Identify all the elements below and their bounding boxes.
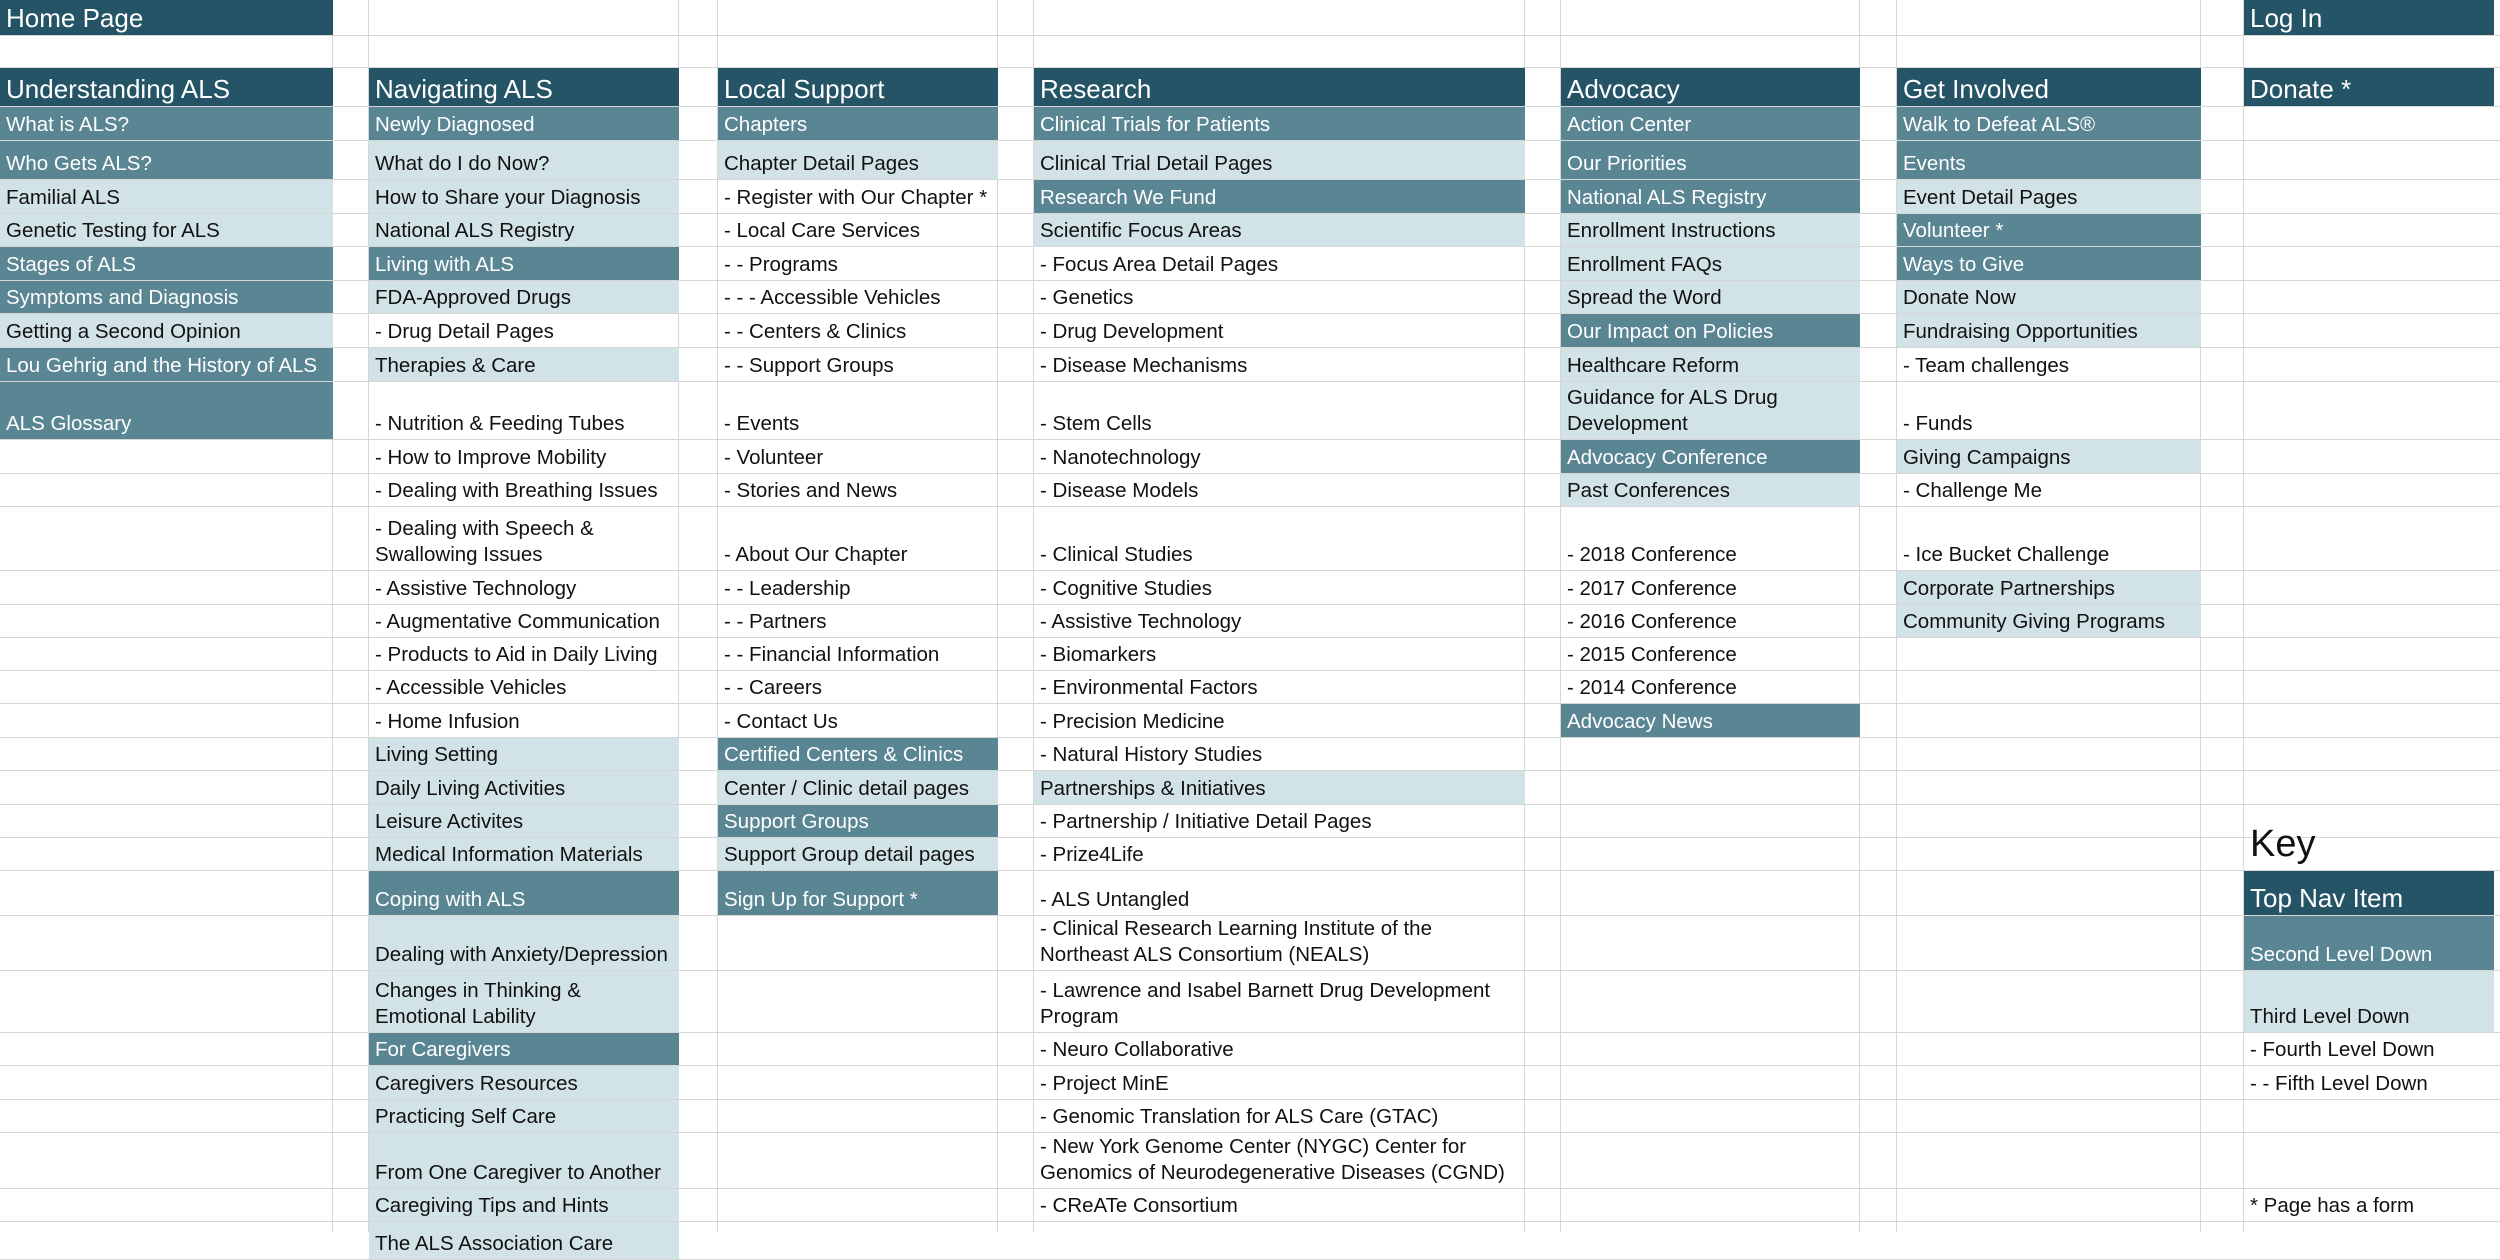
navigating-item-label: - Augmentative Communication: [375, 610, 660, 633]
local-support-item[interactable]: [718, 671, 998, 703]
advocacy-item-label: Our Impact on Policies: [1567, 320, 1774, 343]
navigating-item[interactable]: [369, 107, 679, 140]
understanding-item-label: Understanding ALS: [6, 74, 231, 104]
navigating-item-label: The ALS Association Care: [375, 1232, 614, 1255]
research-item[interactable]: [1034, 474, 1525, 506]
research-item[interactable]: [1034, 281, 1525, 313]
get-involved-item[interactable]: [1897, 214, 2201, 246]
local-support-item[interactable]: [718, 247, 998, 280]
navigating-item-label: What do I do Now?: [375, 152, 550, 175]
local-support-item[interactable]: [718, 704, 998, 737]
log-in-cell-label: Log In: [2250, 3, 2323, 33]
local-support-item[interactable]: [718, 107, 998, 140]
local-support-item[interactable]: [718, 507, 998, 570]
local-support-item[interactable]: [718, 440, 998, 473]
advocacy-item-label: Spread the Word: [1567, 286, 1722, 309]
get-involved-item-label: Ways to Give: [1903, 253, 2025, 276]
local-support-item-label: Sign Up for Support *: [724, 887, 918, 911]
local-support-item-label: - Register with Our Chapter *: [724, 186, 988, 209]
navigating-item-label: Living with ALS: [375, 253, 515, 276]
key-title: Key: [2250, 823, 2316, 865]
get-involved-item[interactable]: [1897, 507, 2201, 570]
navigating-item[interactable]: [369, 281, 679, 313]
research-item[interactable]: [1034, 214, 1525, 246]
navigating-item[interactable]: [369, 1033, 679, 1065]
advocacy-item-label: - 2016 Conference: [1567, 610, 1737, 633]
local-support-item[interactable]: [718, 68, 998, 106]
navigating-item-label: How to Share your Diagnosis: [375, 186, 641, 209]
navigating-item-label: - Products to Aid in Daily Living: [375, 643, 658, 666]
understanding-item[interactable]: [0, 214, 333, 246]
research-item[interactable]: [1034, 440, 1525, 473]
research-item[interactable]: [1034, 771, 1525, 804]
get-involved-item[interactable]: [1897, 571, 2201, 604]
navigating-item[interactable]: [369, 382, 679, 439]
research-item[interactable]: [1034, 141, 1525, 179]
get-involved-item-label: Corporate Partnerships: [1903, 577, 2115, 600]
key-legend-item[interactable]: [2244, 1033, 2494, 1065]
advocacy-item-label: Advocacy: [1567, 74, 1680, 104]
advocacy-item-label: Healthcare Reform: [1567, 354, 1740, 377]
advocacy-item[interactable]: [1561, 671, 1860, 703]
advocacy-item[interactable]: [1561, 247, 1860, 280]
research-item-label: - Project MinE: [1040, 1072, 1169, 1095]
advocacy-item-label: Guidance for ALS Drug Development: [1567, 386, 1778, 435]
research-item-label: - Disease Models: [1040, 479, 1199, 502]
navigating-item[interactable]: [369, 838, 679, 870]
research-item[interactable]: [1034, 180, 1525, 213]
get-involved-item-label: - Team challenges: [1903, 354, 2069, 377]
get-involved-item-label: Giving Campaigns: [1903, 446, 2071, 469]
get-involved-item-label: Fundraising Opportunities: [1903, 320, 2138, 343]
local-support-item-label: - Events: [724, 411, 800, 435]
local-support-item-label: Support Group detail pages: [724, 843, 975, 866]
understanding-item[interactable]: [0, 281, 333, 313]
local-support-item-label: Chapter Detail Pages: [724, 152, 919, 175]
navigating-item-label: - Home Infusion: [375, 710, 520, 733]
research-item-label: - Natural History Studies: [1040, 743, 1263, 766]
research-item[interactable]: [1034, 1033, 1525, 1065]
research-item[interactable]: [1034, 916, 1525, 970]
research-item-label: - Environmental Factors: [1040, 676, 1258, 699]
key-legend-item-label: - Fourth Level Down: [2250, 1038, 2435, 1061]
research-item-label: - Genomic Translation for ALS Care (GTAC): [1040, 1105, 1439, 1128]
local-support-item[interactable]: [718, 605, 998, 637]
research-item[interactable]: [1034, 605, 1525, 637]
local-support-item[interactable]: [718, 214, 998, 246]
advocacy-item[interactable]: [1561, 638, 1860, 670]
navigating-item-label: Daily Living Activities: [375, 777, 566, 800]
navigating-item[interactable]: [369, 605, 679, 637]
understanding-item[interactable]: [0, 348, 333, 381]
local-support-item-label: - Contact Us: [724, 710, 838, 733]
research-item[interactable]: [1034, 805, 1525, 837]
research-item[interactable]: [1034, 507, 1525, 570]
local-support-item-label: Local Support: [724, 74, 885, 104]
research-item[interactable]: [1034, 671, 1525, 703]
form-note: * Page has a form: [2250, 1194, 2415, 1217]
navigating-item[interactable]: [369, 571, 679, 604]
navigating-item[interactable]: [369, 971, 679, 1032]
navigating-item[interactable]: [369, 314, 679, 347]
local-support-item-label: - Volunteer: [724, 446, 824, 469]
navigating-item[interactable]: [369, 1100, 679, 1132]
research-item-label: Research: [1040, 74, 1152, 104]
navigating-item[interactable]: [369, 871, 679, 915]
understanding-item[interactable]: [0, 107, 333, 140]
local-support-item-label: - About Our Chapter: [724, 542, 908, 566]
understanding-item-label: Genetic Testing for ALS: [6, 219, 220, 242]
research-item-label: - Stem Cells: [1040, 411, 1152, 435]
navigating-item-label: Dealing with Anxiety/Depression: [375, 942, 668, 966]
understanding-item[interactable]: [0, 382, 333, 439]
research-item[interactable]: [1034, 247, 1525, 280]
local-support-item[interactable]: [718, 805, 998, 837]
navigating-item[interactable]: [369, 507, 679, 570]
get-involved-item[interactable]: [1897, 440, 2201, 473]
understanding-item[interactable]: [0, 180, 333, 213]
navigating-item[interactable]: [369, 180, 679, 213]
advocacy-item[interactable]: [1561, 314, 1860, 347]
grid-row-line: [0, 35, 2500, 36]
advocacy-item-label: - 2015 Conference: [1567, 643, 1737, 666]
home-page-cell[interactable]: [0, 0, 333, 35]
understanding-item-label: Who Gets ALS?: [6, 152, 152, 175]
local-support-item[interactable]: [718, 382, 998, 439]
advocacy-item[interactable]: [1561, 605, 1860, 637]
get-involved-item[interactable]: [1897, 247, 2201, 280]
navigating-item-label: Newly Diagnosed: [375, 113, 535, 136]
get-involved-item-label: Events: [1903, 152, 1966, 175]
research-item-label: - Neuro Collaborative: [1040, 1038, 1234, 1061]
local-support-item[interactable]: [718, 771, 998, 804]
research-item[interactable]: [1034, 68, 1525, 106]
get-involved-item-label: - Ice Bucket Challenge: [1903, 542, 2110, 566]
donate-cell-label: Donate *: [2250, 74, 2352, 104]
advocacy-item[interactable]: [1561, 440, 1860, 473]
navigating-item-label: - Dealing with Breathing Issues: [375, 479, 658, 502]
navigating-item[interactable]: [369, 771, 679, 804]
advocacy-item[interactable]: [1561, 382, 1860, 439]
get-involved-item-label: Volunteer *: [1903, 219, 2004, 242]
advocacy-item[interactable]: [1561, 68, 1860, 106]
navigating-item[interactable]: [369, 638, 679, 670]
research-item[interactable]: [1034, 1066, 1525, 1099]
advocacy-item-label: Enrollment FAQs: [1567, 253, 1722, 276]
research-item-label: Partnerships & Initiatives: [1040, 777, 1266, 800]
navigating-item-label: Therapies & Care: [375, 354, 536, 377]
advocacy-item[interactable]: [1561, 107, 1860, 140]
research-item-label: - Genetics: [1040, 286, 1134, 309]
navigating-item[interactable]: [369, 1222, 679, 1259]
get-involved-item[interactable]: [1897, 68, 2201, 106]
research-item-label: - CReATe Consortium: [1040, 1194, 1238, 1217]
get-involved-item[interactable]: [1897, 141, 2201, 179]
navigating-item-label: National ALS Registry: [375, 219, 575, 242]
understanding-item[interactable]: [0, 141, 333, 179]
get-involved-item-label: Event Detail Pages: [1903, 186, 2078, 209]
research-item[interactable]: [1034, 1100, 1525, 1132]
advocacy-item[interactable]: [1561, 348, 1860, 381]
research-item[interactable]: [1034, 382, 1525, 439]
donate-cell[interactable]: [2244, 68, 2494, 106]
navigating-item[interactable]: [369, 805, 679, 837]
local-support-item[interactable]: [718, 571, 998, 604]
research-item[interactable]: [1034, 971, 1525, 1032]
advocacy-item[interactable]: [1561, 474, 1860, 506]
get-involved-item[interactable]: [1897, 348, 2201, 381]
advocacy-item-label: - 2018 Conference: [1567, 542, 1737, 566]
get-involved-item-label: Donate Now: [1903, 286, 2016, 309]
local-support-item[interactable]: [718, 141, 998, 179]
advocacy-item-label: Our Priorities: [1567, 152, 1687, 175]
research-item-label: - Partnership / Initiative Detail Pages: [1040, 810, 1372, 833]
advocacy-item[interactable]: [1561, 180, 1860, 213]
understanding-item-label: What is ALS?: [6, 113, 130, 136]
key-legend-item-label: Top Nav Item: [2250, 883, 2404, 913]
home-page-cell-label: Home Page: [6, 3, 144, 33]
local-support-item-label: - - Support Groups: [724, 354, 894, 377]
navigating-item[interactable]: [369, 671, 679, 703]
local-support-item[interactable]: [718, 871, 998, 915]
navigating-item-label: Coping with ALS: [375, 887, 526, 911]
advocacy-item-label: - 2014 Conference: [1567, 676, 1737, 699]
local-support-item[interactable]: [718, 838, 998, 870]
research-item-label: - New York Genome Center (NYGC) Center for Genomics of Neurodegenerative Diseases (CGND): [1040, 1135, 1505, 1184]
navigating-item[interactable]: [369, 1133, 679, 1188]
key-legend-item[interactable]: [2244, 916, 2494, 970]
research-item[interactable]: [1034, 638, 1525, 670]
navigating-item[interactable]: [369, 474, 679, 506]
local-support-item[interactable]: [718, 738, 998, 770]
navigating-item[interactable]: [369, 916, 679, 970]
research-item-label: Scientific Focus Areas: [1040, 219, 1242, 242]
navigating-item[interactable]: [369, 704, 679, 737]
navigating-item-label: - Drug Detail Pages: [375, 320, 554, 343]
research-item[interactable]: [1034, 871, 1525, 915]
local-support-item-label: - - Careers: [724, 676, 822, 699]
understanding-item-label: Getting a Second Opinion: [6, 320, 241, 343]
advocacy-item-label: Enrollment Instructions: [1567, 219, 1776, 242]
research-item-label: - Precision Medicine: [1040, 710, 1225, 733]
research-item[interactable]: [1034, 571, 1525, 604]
advocacy-item-label: Advocacy News: [1567, 710, 1713, 733]
understanding-item-label: Lou Gehrig and the History of ALS: [6, 354, 318, 377]
local-support-item-label: Center / Clinic detail pages: [724, 777, 969, 800]
navigating-item[interactable]: [369, 1189, 679, 1221]
advocacy-item-label: Past Conferences: [1567, 479, 1730, 502]
navigating-item-label: For Caregivers: [375, 1038, 511, 1061]
navigating-item[interactable]: [369, 214, 679, 246]
log-in-cell[interactable]: [2244, 0, 2494, 35]
local-support-item[interactable]: [718, 348, 998, 381]
research-item[interactable]: [1034, 348, 1525, 381]
get-involved-item-label: - Funds: [1903, 411, 1973, 435]
navigating-item-label: Leisure Activites: [375, 810, 524, 833]
navigating-item-label: Practicing Self Care: [375, 1105, 557, 1128]
get-involved-item-label: - Challenge Me: [1903, 479, 2043, 502]
local-support-item[interactable]: [718, 281, 998, 313]
navigating-item[interactable]: [369, 348, 679, 381]
research-item-label: - Nanotechnology: [1040, 446, 1201, 469]
get-involved-item[interactable]: [1897, 382, 2201, 439]
understanding-item[interactable]: [0, 247, 333, 280]
navigating-item-label: Changes in Thinking & Emotional Lability: [375, 979, 581, 1028]
local-support-item-label: Chapters: [724, 113, 808, 136]
navigating-item-label: - Nutrition & Feeding Tubes: [375, 411, 625, 435]
research-item[interactable]: [1034, 838, 1525, 870]
get-involved-item-label: Get Involved: [1903, 74, 2049, 104]
advocacy-item[interactable]: [1561, 141, 1860, 179]
navigating-item[interactable]: [369, 68, 679, 106]
research-item-label: Research We Fund: [1040, 186, 1217, 209]
local-support-item-label: - Stories and News: [724, 479, 898, 502]
navigating-item-label: - Accessible Vehicles: [375, 676, 567, 699]
navigating-item-label: Medical Information Materials: [375, 843, 643, 866]
research-item[interactable]: [1034, 107, 1525, 140]
understanding-item-label: Familial ALS: [6, 186, 120, 209]
navigating-item-label: - Assistive Technology: [375, 577, 577, 600]
local-support-item-label: - - Partners: [724, 610, 827, 633]
research-item[interactable]: [1034, 1189, 1525, 1221]
research-item-label: - Disease Mechanisms: [1040, 354, 1248, 377]
research-item-label: - Biomarkers: [1040, 643, 1157, 666]
navigating-item[interactable]: [369, 247, 679, 280]
key-legend-item[interactable]: [2244, 1066, 2494, 1099]
advocacy-item-label: - 2017 Conference: [1567, 577, 1737, 600]
research-item-label: Clinical Trials for Patients: [1040, 113, 1271, 136]
understanding-item[interactable]: [0, 68, 333, 106]
key-legend-item[interactable]: [2244, 871, 2494, 915]
key-legend-item-label: Second Level Down: [2250, 943, 2433, 966]
get-involved-item[interactable]: [1897, 314, 2201, 347]
navigating-item[interactable]: [369, 141, 679, 179]
understanding-item-label: Symptoms and Diagnosis: [6, 286, 239, 309]
local-support-item[interactable]: [718, 180, 998, 213]
advocacy-item-label: Action Center: [1567, 113, 1692, 136]
research-item[interactable]: [1034, 1133, 1525, 1188]
research-item-label: - Prize4Life: [1040, 843, 1144, 866]
get-involved-item-label: Community Giving Programs: [1903, 610, 2166, 633]
navigating-item-label: - How to Improve Mobility: [375, 446, 607, 469]
navigating-item-label: From One Caregiver to Another: [375, 1160, 661, 1184]
local-support-item-label: - - Leadership: [724, 577, 851, 600]
get-involved-item[interactable]: [1897, 281, 2201, 313]
local-support-item-label: - Local Care Services: [724, 219, 920, 242]
research-item-label: - Cognitive Studies: [1040, 577, 1213, 600]
local-support-item-label: - - Centers & Clinics: [724, 320, 907, 343]
advocacy-item-label: National ALS Registry: [1567, 186, 1767, 209]
navigating-item-label: FDA-Approved Drugs: [375, 286, 571, 309]
advocacy-item[interactable]: [1561, 214, 1860, 246]
get-involved-item[interactable]: [1897, 605, 2201, 637]
research-item-label: - ALS Untangled: [1040, 887, 1190, 911]
key-legend-item-label: Third Level Down: [2250, 1005, 2410, 1028]
advocacy-item[interactable]: [1561, 571, 1860, 604]
advocacy-item[interactable]: [1561, 704, 1860, 737]
research-item-label: - Focus Area Detail Pages: [1040, 253, 1279, 276]
research-item[interactable]: [1034, 738, 1525, 770]
local-support-item[interactable]: [718, 474, 998, 506]
local-support-item[interactable]: [718, 638, 998, 670]
local-support-item-label: - - Financial Information: [724, 643, 940, 666]
navigating-item-label: Navigating ALS: [375, 74, 553, 104]
key-legend-item-label: - - Fifth Level Down: [2250, 1072, 2428, 1095]
get-involved-item[interactable]: [1897, 107, 2201, 140]
navigating-item[interactable]: [369, 440, 679, 473]
local-support-item-label: Certified Centers & Clinics: [724, 743, 964, 766]
research-item[interactable]: [1034, 704, 1525, 737]
advocacy-item[interactable]: [1561, 281, 1860, 313]
research-item-label: - Clinical Studies: [1040, 542, 1193, 566]
research-item[interactable]: [1034, 314, 1525, 347]
local-support-item[interactable]: [718, 314, 998, 347]
key-legend-item[interactable]: [2244, 971, 2494, 1032]
navigating-item-label: Caregiving Tips and Hints: [375, 1194, 609, 1217]
research-item-label: - Assistive Technology: [1040, 610, 1242, 633]
research-item-label: - Lawrence and Isabel Barnett Drug Development Program: [1040, 979, 1491, 1028]
understanding-item-label: Stages of ALS: [6, 253, 136, 276]
navigating-item[interactable]: [369, 738, 679, 770]
understanding-item-label: ALS Glossary: [6, 411, 132, 435]
navigating-item-label: Living Setting: [375, 743, 499, 766]
get-involved-item-label: Walk to Defeat ALS®: [1903, 113, 2096, 136]
navigating-item-label: Caregivers Resources: [375, 1072, 578, 1095]
research-item-label: Clinical Trial Detail Pages: [1040, 152, 1273, 175]
research-item-label: - Clinical Research Learning Institute of the Northeast ALS Consortium (NEALS): [1040, 917, 1432, 966]
navigating-item-label: - Dealing with Speech & Swallowing Issues: [375, 517, 594, 566]
local-support-item-label: Support Groups: [724, 810, 869, 833]
research-item-label: - Drug Development: [1040, 320, 1224, 343]
local-support-item-label: - - Programs: [724, 253, 838, 276]
understanding-item[interactable]: [0, 314, 333, 347]
advocacy-item-label: Advocacy Conference: [1567, 446, 1768, 469]
local-support-item-label: - - - Accessible Vehicles: [724, 286, 941, 309]
get-involved-item[interactable]: [1897, 474, 2201, 506]
navigating-item[interactable]: [369, 1066, 679, 1099]
advocacy-item[interactable]: [1561, 507, 1860, 570]
get-involved-item[interactable]: [1897, 180, 2201, 213]
